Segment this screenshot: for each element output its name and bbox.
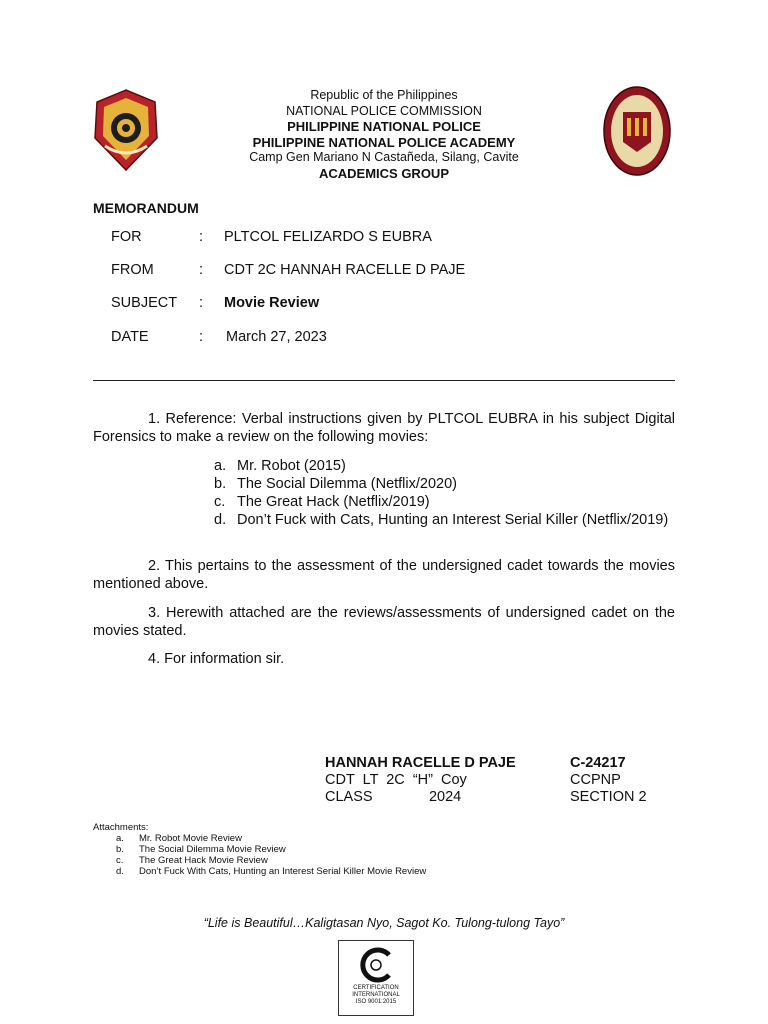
attachment-text: Don’t Fuck With Cats, Hunting an Interest Serial Killer Movie Review <box>139 866 427 877</box>
paragraph-2 <box>93 557 675 593</box>
cert-line-3: ISO 9001:2015 <box>355 999 397 1005</box>
memo-colon: : <box>199 295 204 311</box>
movie-title: The Great Hack (Netflix/2019) <box>237 494 430 510</box>
letterhead-line-republic: Republic of the Philippines <box>310 88 458 102</box>
list-item <box>214 457 675 475</box>
paragraph-3-text: 3. Herewith attached are the reviews/assessments of undersigned cadet on the movies stated. <box>93 605 675 639</box>
attachment-text: The Great Hack Movie Review <box>139 855 268 866</box>
memo-value: PLTCOL FELIZARDO S EUBRA <box>224 229 432 245</box>
letterhead-line-pnpa: PHILIPPINE NATIONAL POLICE ACADEMY <box>252 134 516 150</box>
paragraph-4 <box>93 650 675 668</box>
attachment-item <box>116 855 268 866</box>
signatory-class: CLASS 2024 <box>325 789 462 805</box>
list-letter: a. <box>214 458 227 474</box>
signatory-section: SECTION 2 <box>570 789 647 805</box>
attachment-letter: a. <box>116 833 124 844</box>
signatory-org: CCPNP <box>570 772 621 788</box>
attachment-text: Mr. Robot Movie Review <box>139 833 242 844</box>
list-item <box>214 475 675 493</box>
certification-text <box>339 985 413 1006</box>
letterhead-line-group: ACADEMICS GROUP <box>318 165 449 181</box>
attachments-heading: Attachments: <box>93 822 149 833</box>
cert-line-1: CERTIFICATION <box>353 985 399 991</box>
list-letter: b. <box>214 476 227 492</box>
attachment-letter: c. <box>116 855 124 866</box>
iso-certification-logo <box>338 940 414 1016</box>
paragraph-4-text: 4. For information sir. <box>148 651 285 667</box>
attachment-letter: d. <box>116 866 124 877</box>
letterhead <box>150 88 618 181</box>
attachment-letter: b. <box>116 844 124 855</box>
signatory-id: C-24217 <box>570 755 626 771</box>
paragraph-1-text: 1. Reference: Verbal instructions given by PLTCOL EUBRA in his subject Digital Forensics to make a review on the following movies: <box>93 411 675 445</box>
list-letter: c. <box>214 494 226 510</box>
certification-ring-icon <box>356 945 396 985</box>
list-item <box>214 511 675 529</box>
memo-value: Movie Review <box>224 295 320 311</box>
movie-title: The Social Dilemma (Netflix/2020) <box>237 476 457 492</box>
memo-key: FOR <box>111 229 142 245</box>
paragraph-1 <box>93 410 675 446</box>
list-letter: d. <box>214 512 227 528</box>
memo-value: March 27, 2023 <box>226 329 327 345</box>
attachment-item <box>116 833 242 844</box>
memo-title: MEMORANDUM <box>93 200 199 216</box>
cert-line-2: INTERNATIONAL <box>352 992 400 998</box>
motto: “Life is Beautiful…Kaligtasan Nyo, Sagot Ko. Tulong-tulong Tayo” <box>203 916 565 930</box>
memo-colon: : <box>199 262 204 278</box>
paragraph-2-text: 2. This pertains to the assessment of the undersigned cadet towards the movies mentioned above. <box>93 558 675 592</box>
memo-key: SUBJECT <box>111 295 178 311</box>
memo-value: CDT 2C HANNAH RACELLE D PAJE <box>224 262 466 278</box>
memo-key: DATE <box>111 329 149 345</box>
signatory-rank: CDT LT 2C “H” Coy <box>325 772 467 788</box>
movie-list <box>214 457 675 529</box>
letterhead-line-napolcom: NATIONAL POLICE COMMISSION <box>286 103 482 118</box>
attachment-item <box>116 866 426 877</box>
signatory-name: HANNAH RACELLE D PAJE <box>325 755 516 771</box>
paragraph-3 <box>93 604 675 640</box>
memo-colon: : <box>199 229 204 245</box>
movie-title: Don’t Fuck with Cats, Hunting an Interest Serial Killer (Netflix/2019) <box>237 512 669 528</box>
attachment-item <box>116 844 286 855</box>
list-item <box>214 493 675 511</box>
divider-rule <box>93 380 675 381</box>
movie-title: Mr. Robot (2015) <box>237 458 346 474</box>
memo-key: FROM <box>111 262 154 278</box>
letterhead-line-address: Camp Gen Mariano N Castañeda, Silang, Cavite <box>249 150 519 164</box>
memo-colon: : <box>199 329 204 345</box>
letterhead-line-pnp: PHILIPPINE NATIONAL POLICE <box>287 119 481 134</box>
attachment-text: The Social Dilemma Movie Review <box>139 844 286 855</box>
